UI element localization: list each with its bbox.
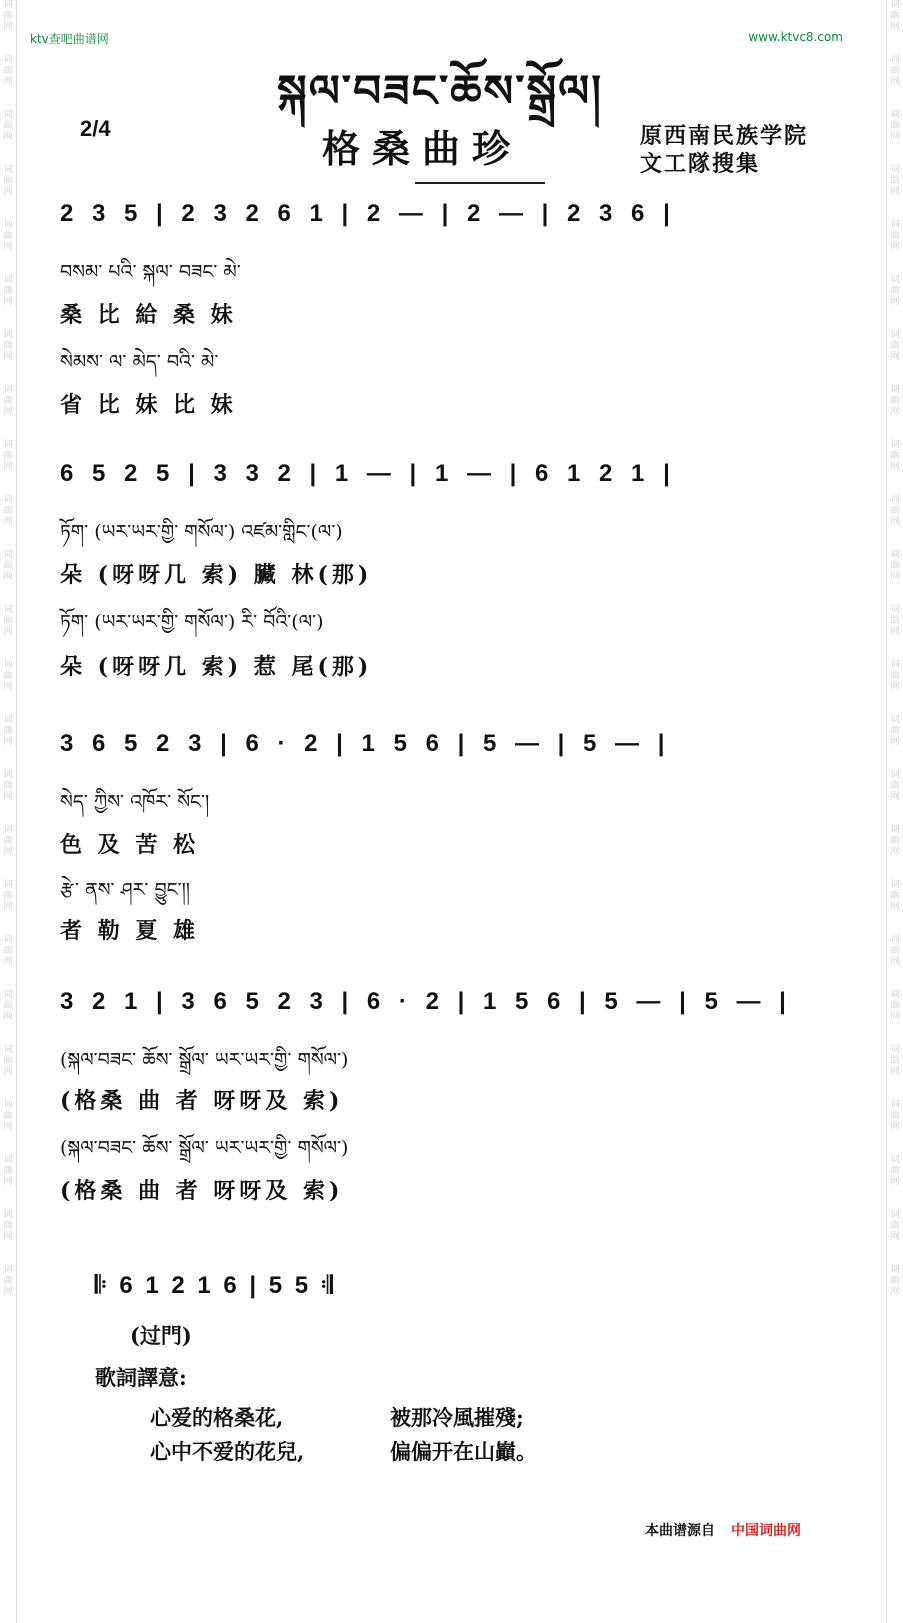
translation-1b: 被那冷風摧殘; — [390, 1405, 524, 1430]
repeat-passage: 𝄆 6 1 2 1 6 | 5 5 𝄇 — [95, 1272, 336, 1299]
chinese-lyric-3a: 色 及 苦 松 — [60, 832, 199, 858]
tibetan-lyric-1a: བསམ་ པའི་ སྐལ་ བཟང་ མེ་ — [60, 261, 241, 283]
lyrics-translation-heading: 歌詞譯意: — [95, 1365, 187, 1390]
source-site-link[interactable]: 中国词曲网 — [731, 1523, 801, 1539]
chinese-lyric-2b: 朵 (呀呀几 索) 惹 尾(那) — [60, 654, 373, 680]
translation-2a: 心中不爱的花兒, — [150, 1439, 305, 1464]
left-watermark-strip: 词曲网 词曲网 词曲网 词曲网 词曲网 词曲网 词曲网 词曲网 词曲网 词曲网 词曲网 词曲网 词曲网 词曲网 词曲网 词曲网 词曲网 词曲网 词曲网 词曲网 词曲网 词曲网 词曲网 词曲网 — [0, 0, 17, 1623]
site-watermark-right: www.ktvc8.com — [748, 30, 843, 44]
chinese-lyric-4b: (格桑 曲 者 呀呀及 索) — [60, 1178, 344, 1204]
tibetan-lyric-4a: (སྐལ་བཟང་ ཆོས་ སྒྲོལ་ ཡར་ཡར་གྱི་ གསོལ་) — [60, 1049, 349, 1071]
translation-line-1 — [150, 1402, 630, 1432]
translation-2b: 偏偏开在山巓。 — [390, 1439, 537, 1464]
tibetan-lyric-2b: ཏོག་ (ཡར་ཡར་གྱི་ གསོལ་) རི་ བོའི་(ལ་) — [60, 611, 324, 633]
credit-line-1: 原西南民族学院 — [640, 123, 809, 149]
translation-line-2 — [150, 1436, 630, 1466]
chinese-lyric-3b: 者 勒 夏 雄 — [60, 918, 199, 944]
source-label: 本曲谱源自 — [645, 1523, 715, 1539]
tibetan-title: སྐལ་བཟང་ཆོས་སྒྲོལ། — [277, 66, 603, 117]
notation-line-4: 3 2 1 | 3 6 5 2 3 | 6 · 2 | 1 5 6 | 5 — | 5 — | — [60, 988, 789, 1015]
song-title: 格桑曲珍 — [322, 126, 523, 171]
tibetan-lyric-4b: (སྐལ་བཟང་ ཆོས་ སྒྲོལ་ ཡར་ཡར་གྱི་ གསོལ་) — [60, 1137, 349, 1159]
interlude-label: (过門) — [130, 1323, 192, 1348]
notation-line-1: 2 3 5 | 2 3 2 6 1 | 2 — | 2 — | 2 3 6 | — [60, 200, 673, 227]
chinese-lyric-1a: 桑 比 給 桑 妹 — [60, 302, 237, 328]
chinese-lyric-2a: 朵 (呀呀几 索) 臟 林(那) — [60, 562, 373, 588]
source-footer — [645, 1520, 801, 1540]
credit-line-2: 文工隊搜集 — [640, 151, 761, 177]
chinese-lyric-1b: 省 比 妹 比 妹 — [60, 392, 237, 418]
notation-line-2: 6 5 2 5 | 3 3 2 | 1 — | 1 — | 6 1 2 1 | — [60, 460, 673, 487]
site-watermark-left: ktv查吧曲谱网 — [30, 32, 109, 46]
chinese-lyric-4a: (格桑 曲 者 呀呀及 索) — [60, 1088, 344, 1114]
tibetan-lyric-3b: རྩེ་ ནས་ ཤར་ བྱུང་།། — [60, 879, 191, 901]
tibetan-lyric-2a: ཏོག་ (ཡར་ཡར་གྱི་ གསོལ་) འཛམ་གླིང་(ལ་) — [60, 521, 343, 543]
right-watermark-strip: 词曲网 词曲网 词曲网 词曲网 词曲网 词曲网 词曲网 词曲网 词曲网 词曲网 词曲网 词曲网 词曲网 词曲网 词曲网 词曲网 词曲网 词曲网 词曲网 词曲网 词曲网 词曲网 词曲网 词曲网 — [886, 0, 903, 1623]
time-signature: 2/4 — [80, 116, 111, 141]
notation-line-3: 3 6 5 2 3 | 6 · 2 | 1 5 6 | 5 — | 5 — | — [60, 730, 668, 757]
tibetan-lyric-3a: སེད་ ཀྱིས་ འཁོར་ སོང་། — [60, 791, 210, 813]
translation-1a: 心爱的格桑花, — [150, 1405, 284, 1430]
title-underline — [415, 182, 545, 184]
tibetan-lyric-1b: སེམས་ ལ་ མེད་ བའི་ མེ་ — [60, 351, 219, 373]
collector-credit — [640, 122, 808, 178]
